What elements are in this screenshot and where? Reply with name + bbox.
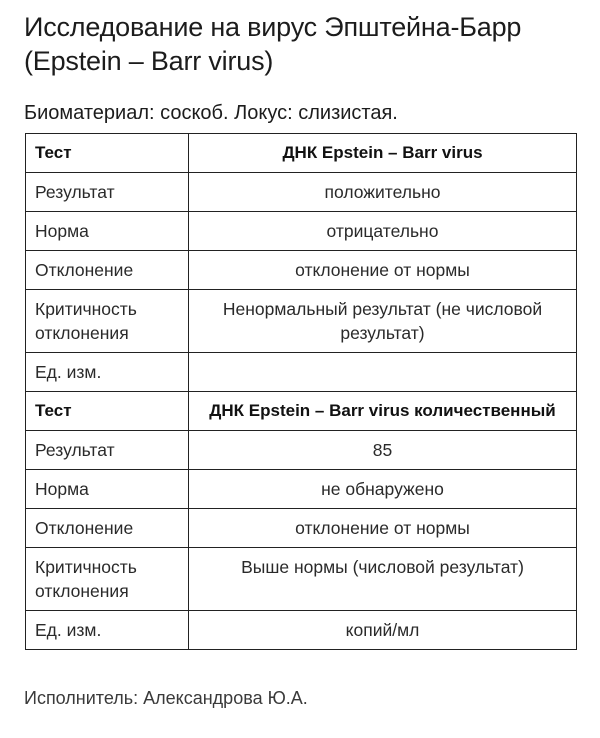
row-value: отрицательно xyxy=(189,212,577,251)
table-row xyxy=(26,509,577,548)
row-label: Результат xyxy=(26,173,189,212)
header-label: Тест xyxy=(26,134,189,173)
row-value xyxy=(189,353,577,392)
row-label: Отклонение xyxy=(26,251,189,290)
header-label: Тест xyxy=(26,392,189,431)
table-header-row xyxy=(26,392,577,431)
row-value: не обнаружено xyxy=(189,470,577,509)
performer-line: Исполнитель: Александрова Ю.А. xyxy=(24,688,308,708)
row-label: Ед. изм. xyxy=(26,611,189,650)
results-table xyxy=(25,133,577,650)
biomaterial-info: Биоматериал: соскоб. Локус: слизистая. xyxy=(24,102,398,124)
row-label: Ед. изм. xyxy=(26,353,189,392)
table-row xyxy=(26,212,577,251)
header-test-name: ДНК Epstein – Barr virus xyxy=(189,134,577,173)
table-row xyxy=(26,251,577,290)
page-title: Исследование на вирус Эпштейна-Барр (Epstein – Barr virus) xyxy=(24,12,522,76)
table-header-row xyxy=(26,134,577,173)
row-value: копий/мл xyxy=(189,611,577,650)
row-value: отклонение от нормы xyxy=(189,251,577,290)
row-label: Результат xyxy=(26,431,189,470)
row-value: положительно xyxy=(189,173,577,212)
table-row xyxy=(26,290,577,353)
row-value: отклонение от нормы xyxy=(189,509,577,548)
table-row xyxy=(26,173,577,212)
row-label: Критичность отклонения xyxy=(26,548,189,611)
table-row xyxy=(26,431,577,470)
table-row xyxy=(26,611,577,650)
row-value: Выше нормы (числовой результат) xyxy=(189,548,577,611)
row-label: Норма xyxy=(26,212,189,251)
row-label: Отклонение xyxy=(26,509,189,548)
table-row xyxy=(26,470,577,509)
row-value: Ненормальный результат (не числовой результат) xyxy=(189,290,577,353)
row-label: Норма xyxy=(26,470,189,509)
row-label: Критичность отклонения xyxy=(26,290,189,353)
row-value: 85 xyxy=(189,431,577,470)
table-row xyxy=(26,353,577,392)
table-row xyxy=(26,548,577,611)
header-test-name: ДНК Epstein – Barr virus количественный xyxy=(189,392,577,431)
